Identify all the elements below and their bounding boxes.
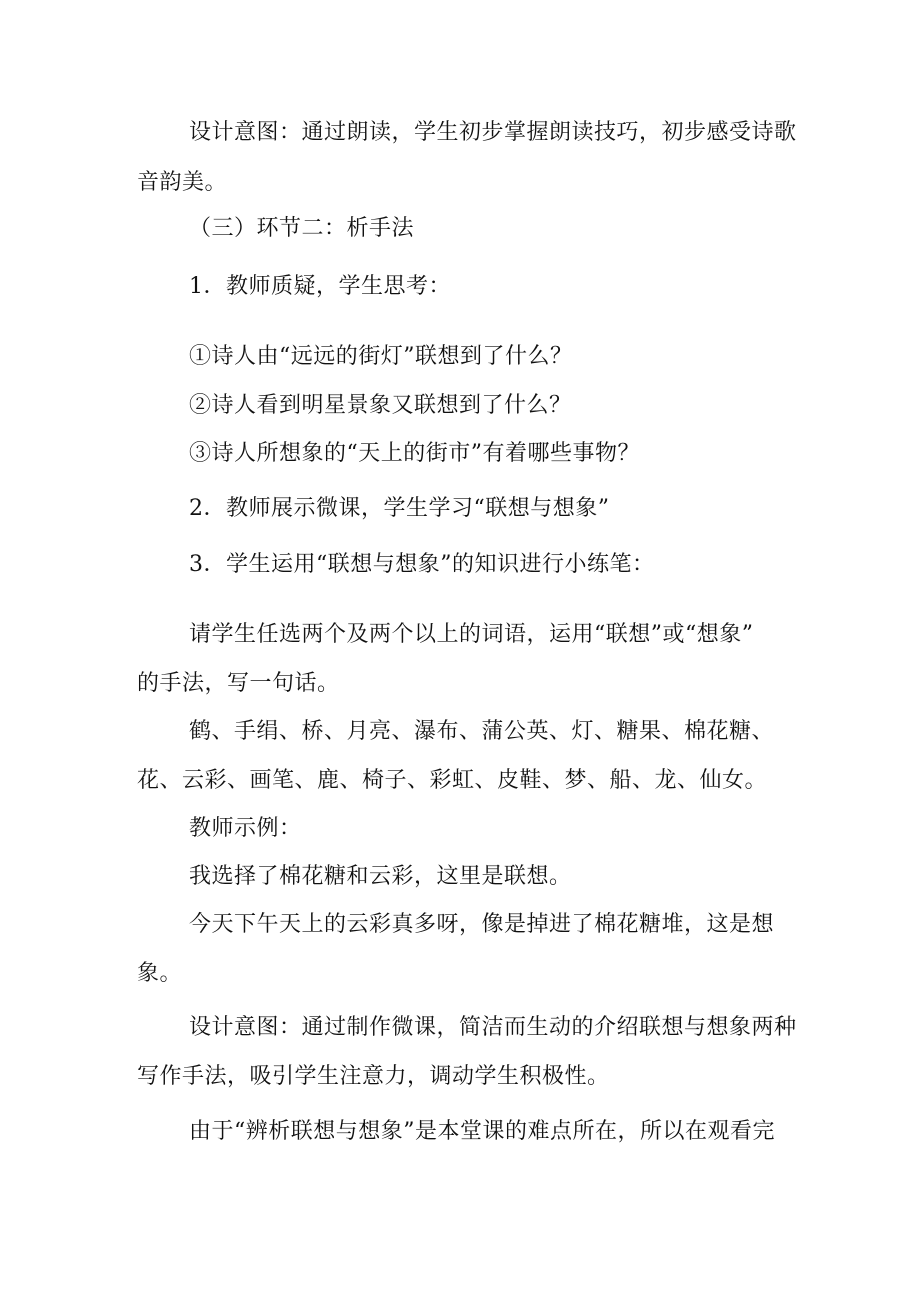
step-2-title: 2．教师展示微课，学生学习“联想与想象” [189,496,610,521]
design-intent-1-line-2: 音韵美。 [137,170,228,195]
design-intent-2-line-2: 写作手法，吸引学生注意力，调动学生积极性。 [137,1064,610,1089]
example-association: 我选择了棉花糖和云彩，这里是联想。 [189,864,572,889]
difficulty-paragraph-line-1: 由于“辨析联想与想象”是本堂课的难点所在，所以在观看完 [189,1119,775,1144]
exercise-instruction-line-2: 的手法，写一句话。 [137,671,340,696]
design-intent-2-line-1: 设计意图：通过制作微课，简洁而生动的介绍联想与想象两种 [189,1015,797,1040]
exercise-instruction-line-1: 请学生任选两个及两个以上的词语，运用“联想”或“想象” [189,622,754,647]
word-list-line-2: 花、云彩、画笔、鹿、椅子、彩虹、皮鞋、梦、船、龙、仙女。 [137,768,768,793]
section-heading-3: （三）环节二：析手法 [189,216,415,241]
question-1: ①诗人由“远远的街灯”联想到了什么？ [189,344,573,369]
example-imagination-line-1: 今天下午天上的云彩真多呀，像是掉进了棉花糖堆，这是想 [189,912,775,937]
example-imagination-line-2: 象。 [137,961,183,986]
word-list-line-1: 鹤、手绢、桥、月亮、瀑布、蒲公英、灯、糖果、棉花糖、 [189,719,775,744]
step-1-title: 1．教师质疑，学生思考： [189,274,451,299]
design-intent-1-line-1: 设计意图：通过朗读，学生初步掌握朗读技巧，初步感受诗歌 [189,120,797,145]
question-3: ③诗人所想象的“天上的街市”有着哪些事物？ [189,441,640,466]
step-3-title: 3．学生运用“联想与想象”的知识进行小练笔： [189,552,655,577]
question-2: ②诗人看到明星景象又联想到了什么？ [189,393,572,418]
teacher-example-label: 教师示例： [189,816,302,841]
